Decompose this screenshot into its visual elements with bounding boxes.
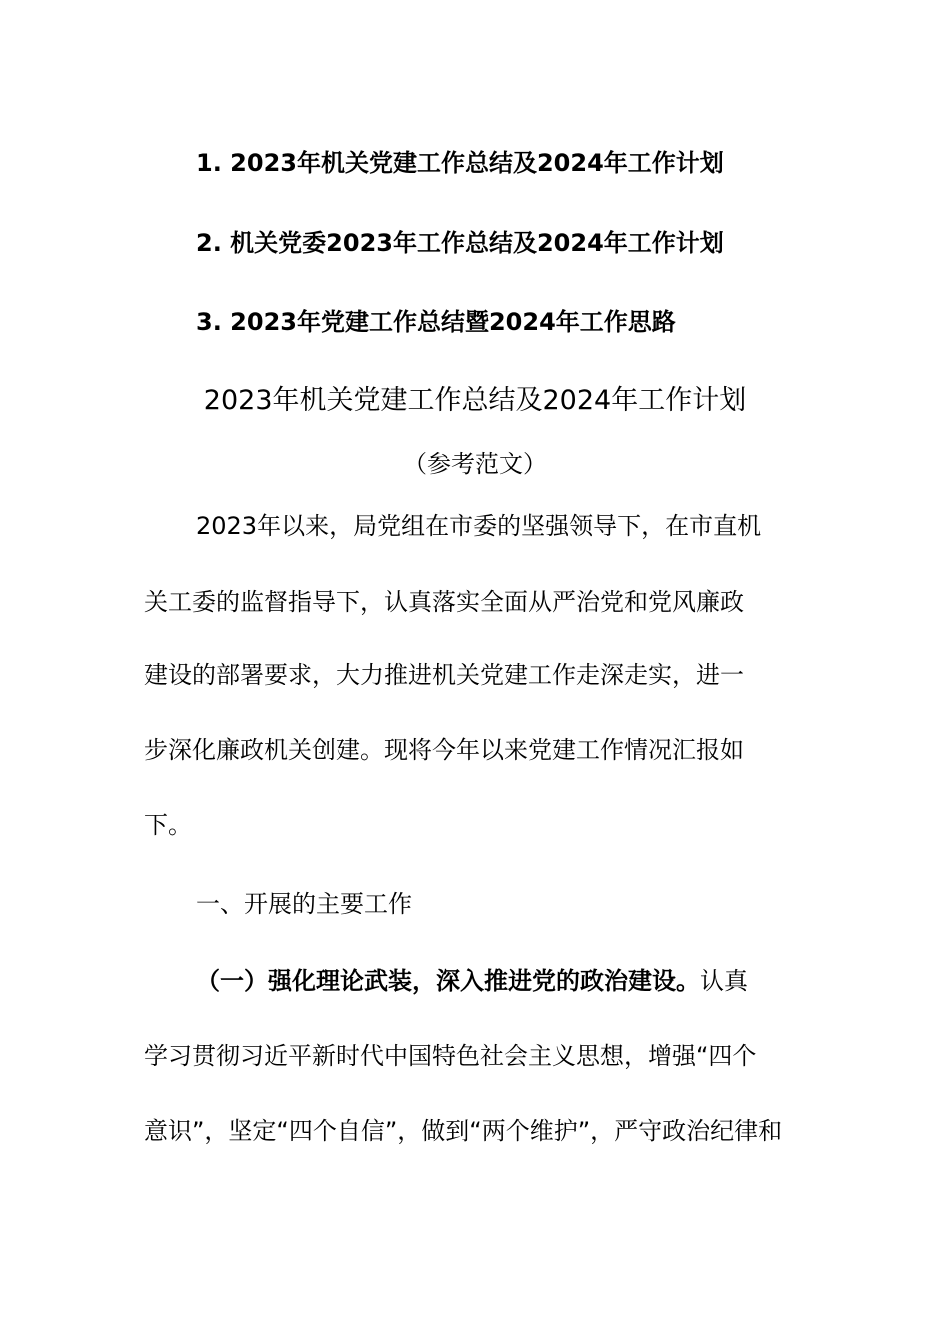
toc-item-2: 2. 机关党委2023年工作总结及2024年工作计划 bbox=[196, 229, 724, 257]
section-heading: 一、开展的主要工作 bbox=[196, 890, 412, 918]
toc-item-1: 1. 2023年机关党建工作总结及2024年工作计划 bbox=[196, 149, 724, 177]
intro-line-4: 步深化廉政机关创建。现将今年以来党建工作情况汇报如 bbox=[144, 736, 744, 764]
intro-line-1: 2023年以来，局党组在市委的坚强领导下，在市直机 bbox=[196, 512, 762, 540]
toc-item-3: 3. 2023年党建工作总结暨2024年工作思路 bbox=[196, 308, 676, 336]
document-title: 2023年机关党建工作总结及2024年工作计划 bbox=[203, 385, 747, 416]
document-subtitle: （参考范文） bbox=[403, 450, 547, 478]
subsection-line bbox=[196, 966, 866, 996]
intro-line-2: 关工委的监督指导下，认真落实全面从严治党和党风廉政 bbox=[144, 588, 744, 616]
body-line-2: 意识”，坚定“四个自信”，做到“两个维护”，严守政治纪律和 bbox=[144, 1117, 783, 1145]
subsection-text: 认真 bbox=[700, 967, 748, 995]
intro-line-5: 下。 bbox=[144, 811, 192, 839]
body-line-1: 学习贯彻习近平新时代中国特色社会主义思想，增强“四个 bbox=[144, 1042, 757, 1070]
subsection-heading: （一）强化理论武装，深入推进党的政治建设。 bbox=[196, 967, 700, 995]
intro-line-3: 建设的部署要求，大力推进机关党建工作走深走实，进一 bbox=[144, 661, 744, 689]
